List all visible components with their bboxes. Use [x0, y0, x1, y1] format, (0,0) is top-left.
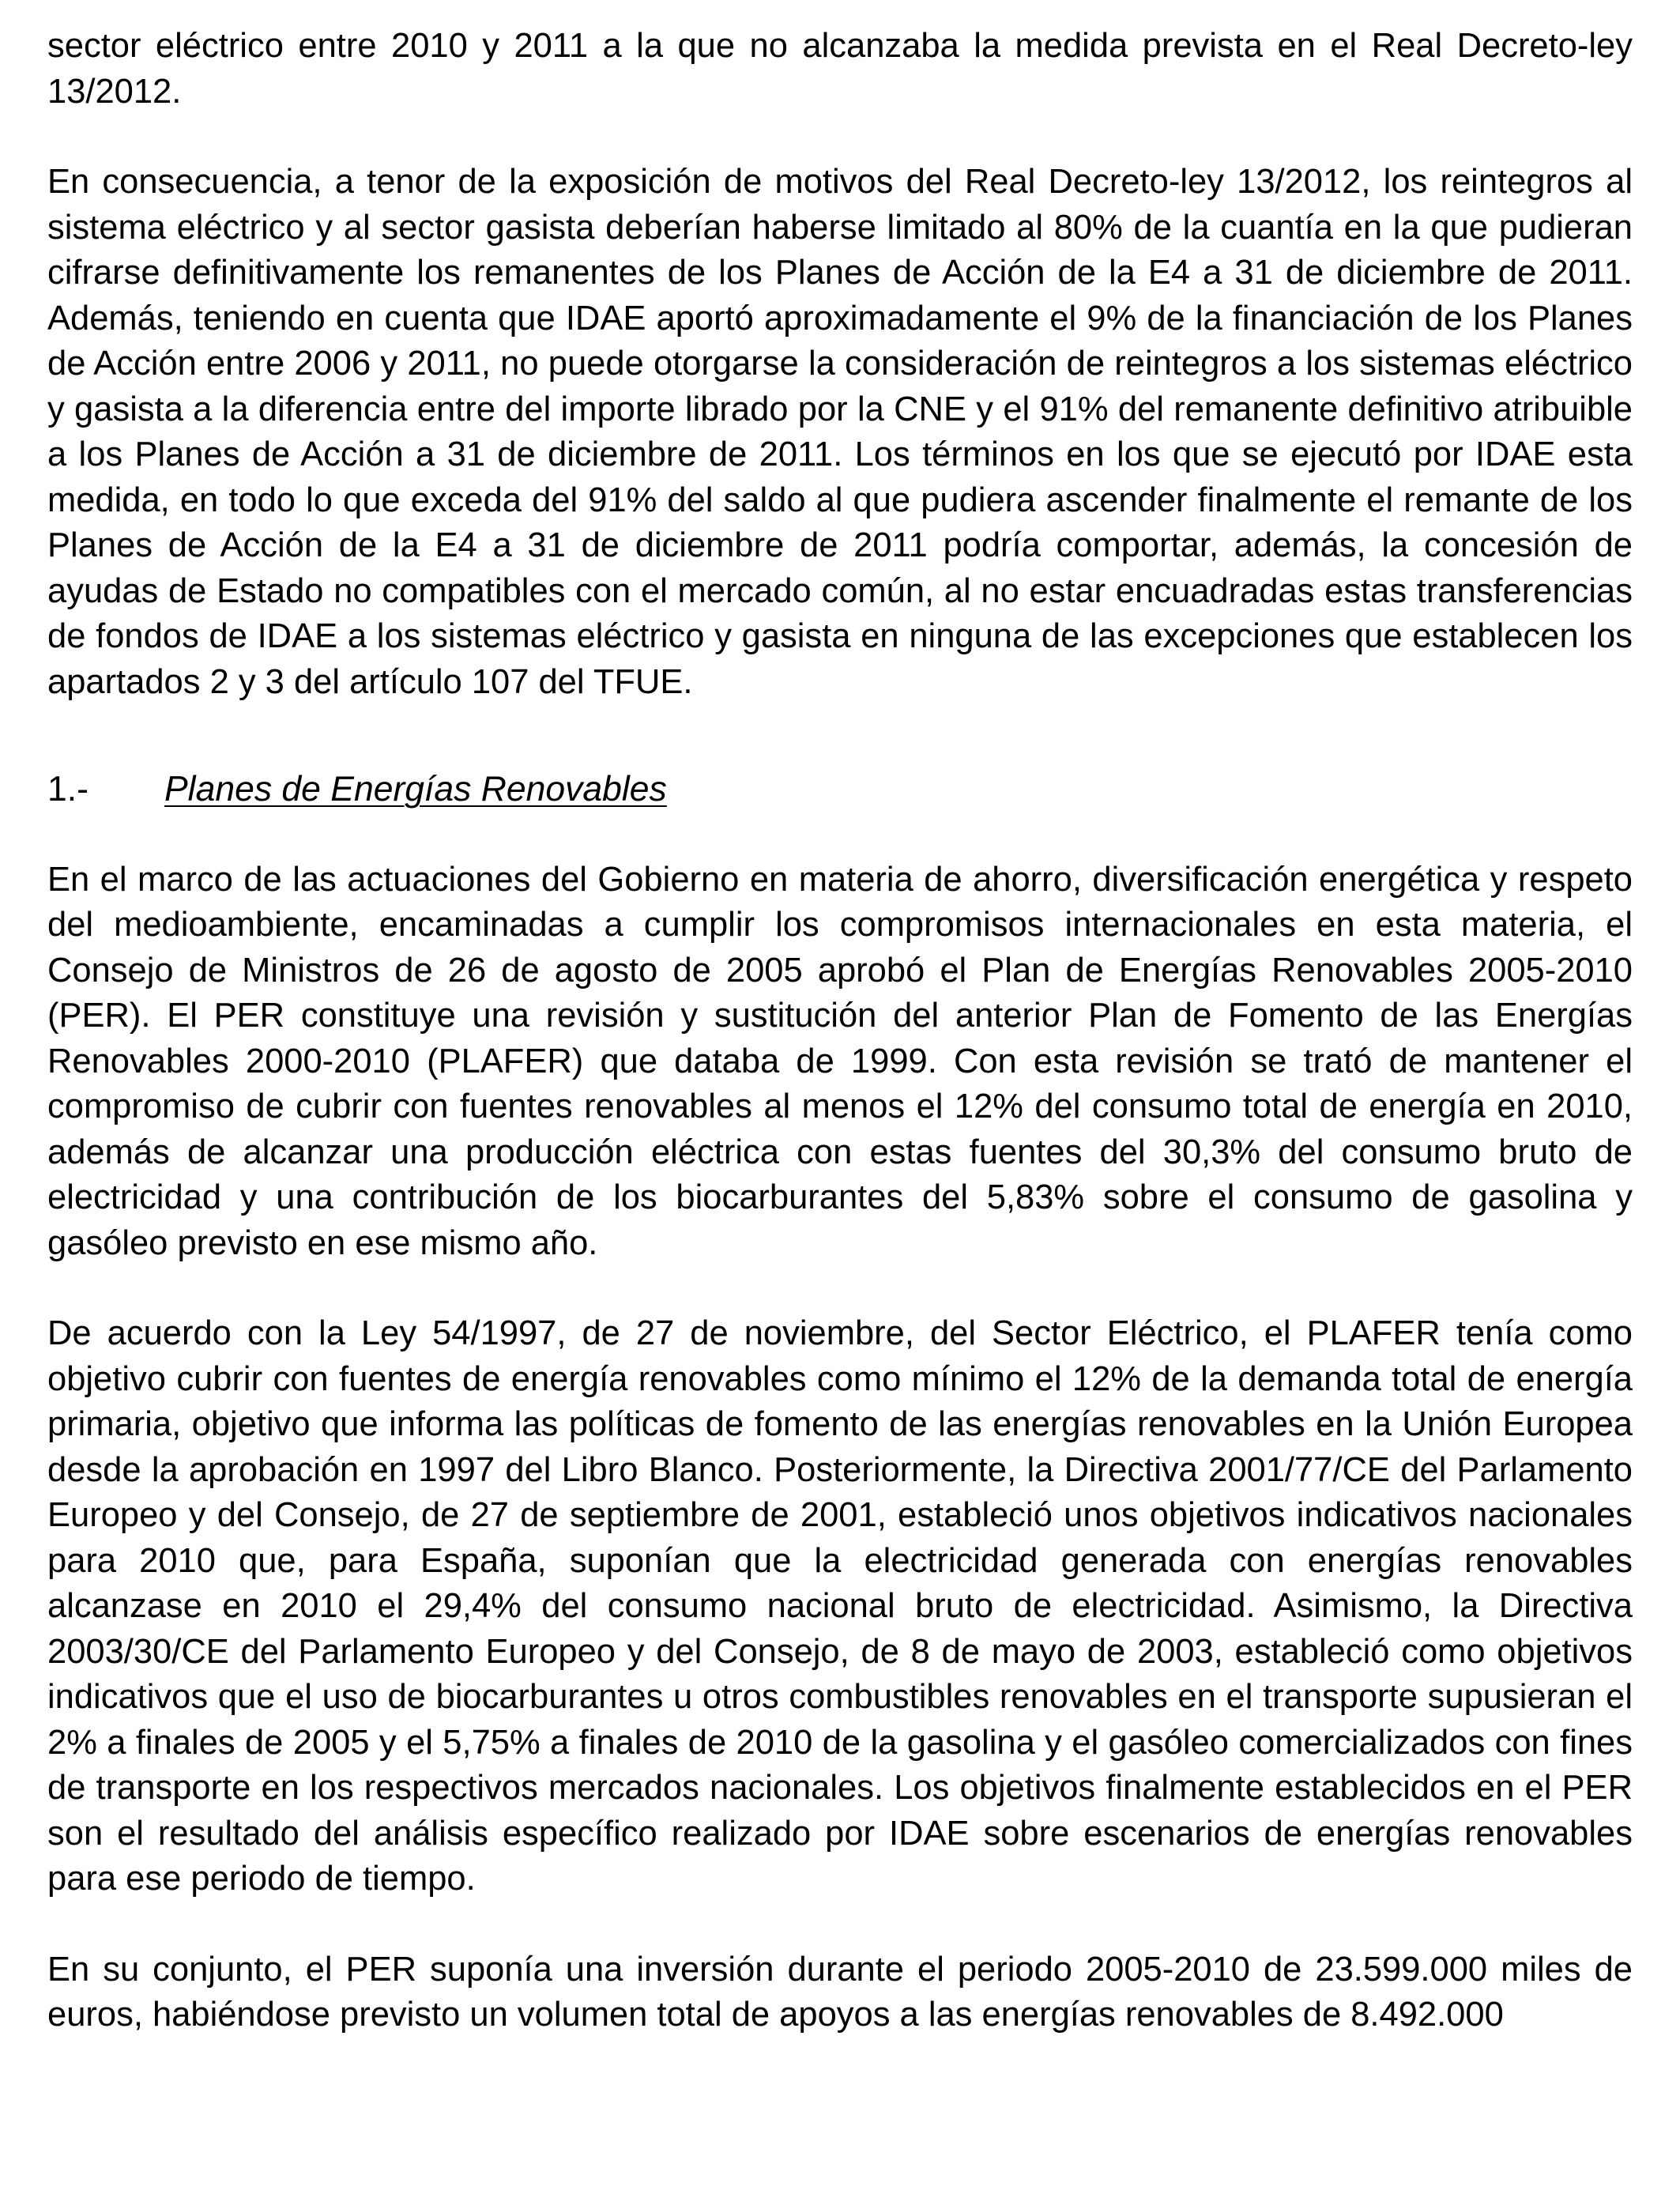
paragraph-continuation: sector eléctrico entre 2010 y 2011 a la que no alcanzaba la medida prevista en el Real Decreto-ley 13/2012.	[47, 27, 1633, 111]
paragraph-consecuencia: En consecuencia, a tenor de la exposición de motivos del Real Decreto-ley 13/2012, los reintegros al sistema eléctrico y al sector gasista deberían haberse limitado al 80% de la cuantía en la que pudieran cifrarse definitivamente los remanentes de los Planes de Acción de la E4 a 31 de diciembre de 2011. Además, teniendo en cuenta que IDAE aportó aproximadamente el 9% de la financiación de los Planes de Acción entre 2006 y 2011, no puede otorgarse la consideración de reintegros a los sistemas eléctrico y gasista a la diferencia entre del importe librado por la CNE y el 91% del remanente definitivo atribuible a los Planes de Acción a 31 de diciembre de 2011. Los términos en los que se ejecutó por IDAE esta medida, en todo lo que exceda del 91% del saldo al que pudiera ascender finalmente el remante de los Planes de Acción de la E4 a 31 de diciembre de 2011 podría comportar, además, la concesión de ayudas de Estado no compatibles con el mercado común, al no estar encuadradas estas transferencias de fondos de IDAE a los sistemas eléctrico y gasista en ninguna de las excepciones que establecen los apartados 2 y 3 del artículo 107 del TFUE.	[47, 163, 1633, 701]
section-title: Planes de Energías Renovables	[164, 770, 667, 809]
paragraph-marco-actuaciones: En el marco de las actuaciones del Gobierno en materia de ahorro, diversificación energética y respeto del medioambiente, encaminadas a cumplir los compromisos internacionales en esta materia, el Consejo de Ministros de 26 de agosto de 2005 aprobó el Plan de Energías Renovables 2005-2010 (PER). El PER constituye una revisión y sustitución del anterior Plan de Fomento de las Energías Renovables 2000-2010 (PLAFER) que databa de 1999. Con esta revisión se trató de mantener el compromiso de cubrir con fuentes renovables al menos el 12% del consumo total de energía en 2010, además de alcanzar una producción eléctrica con estas fuentes del 30,3% del consumo bruto de electricidad y una contribución de los biocarburantes del 5,83% sobre el consumo de gasolina y gasóleo previsto en ese mismo año.	[47, 860, 1633, 1262]
section-number: 1.-	[47, 770, 89, 809]
paragraph-per-inversion: En su conjunto, el PER suponía una inversión durante el periodo 2005-2010 de 23.599.000 miles de euros, habiéndose previsto un volumen total de apoyos a las energías renovables de 8.492.000	[47, 1950, 1633, 2034]
document-page	[47, 24, 1633, 2038]
paragraph-ley-54-1997: De acuerdo con la Ley 54/1997, de 27 de noviembre, del Sector Eléctrico, el PLAFER tenía como objetivo cubrir con fuentes de energía renovables como mínimo el 12% de la demanda total de energía primaria, objetivo que informa las políticas de fomento de las energías renovables en la Unión Europea desde la aprobación en 1997 del Libro Blanco. Posteriormente, la Directiva 2001/77/CE del Parlamento Europeo y del Consejo, de 27 de septiembre de 2001, estableció unos objetivos indicativos nacionales para 2010 que, para España, suponían que la electricidad generada con energías renovables alcanzase en 2010 el 29,4% del consumo nacional bruto de electricidad. Asimismo, la Directiva 2003/30/CE del Parlamento Europeo y del Consejo, de 8 de mayo de 2003, estableció como objetivos indicativos que el uso de biocarburantes u otros combustibles renovables en el transporte supusieran el 2% a finales de 2005 y el 5,75% a finales de 2010 de la gasolina y el gasóleo comercializados con fines de transporte en los respectivos mercados nacionales. Los objetivos finalmente establecidos en el PER son el resultado del análisis específico realizado por IDAE sobre escenarios de energías renovables para ese periodo de tiempo.	[47, 1314, 1633, 1898]
section-heading	[47, 767, 1633, 812]
